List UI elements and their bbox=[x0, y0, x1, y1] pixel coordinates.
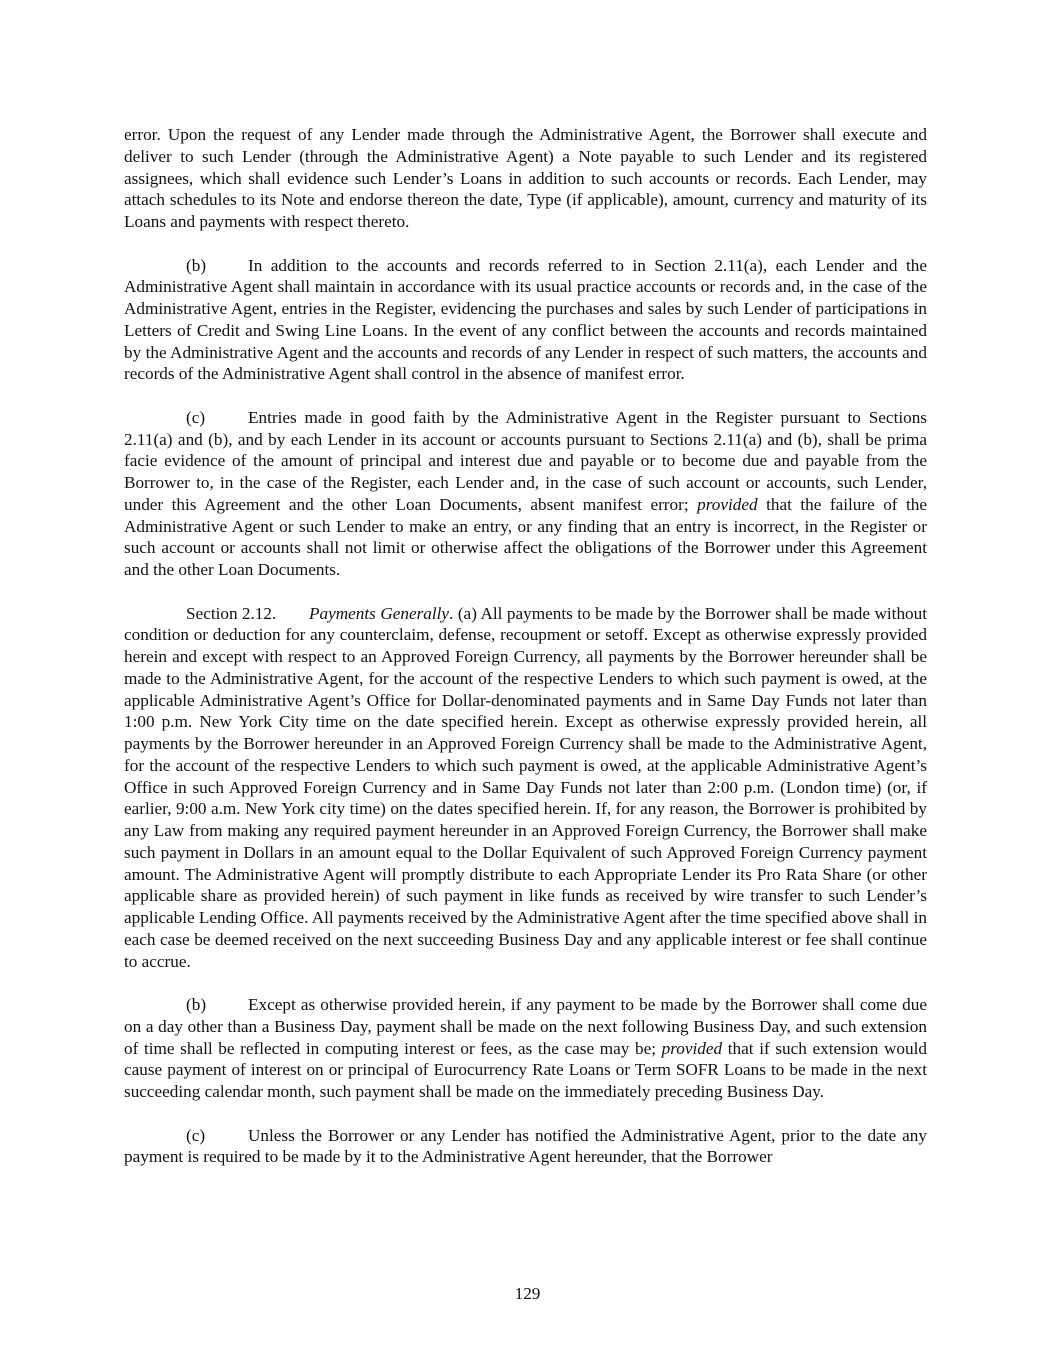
emphasis-provided: provided bbox=[661, 1038, 723, 1058]
paragraph-text: Unless the Borrower or any Lender has notified the Administrative Agent, prior to the date any payment is required to be made by it to the Administrative Agent hereunder, that the Borrower bbox=[124, 1125, 927, 1167]
paragraph-text: that if such extension would cause payment of interest on or principal of Eurocurrency Rate Loans or Term SOFR Loans to be made in the next succeeding calendar month, such payment shall be made on the immediately preceding Business Day. bbox=[124, 1038, 927, 1101]
section-number: Section 2.12. bbox=[186, 603, 277, 623]
clause-label: (c) bbox=[186, 407, 206, 427]
section-title: Payments Generally bbox=[309, 603, 450, 623]
emphasis-provided: provided bbox=[697, 494, 758, 514]
paragraph-text: In addition to the accounts and records referred to in Section 2.11(a), each Lender and the Administrative Agent shall maintain in accordance with its usual practice accounts or records and, in the case of the Administrative Agent, entries in the Register, evidencing the purchases and sales by such Lender of participations in Letters of Credit and Swing Line Loans. In the event of any conflict between the accounts and records maintained by the Administrative Agent and the accounts and records of any Lender in respect of such matters, the accounts and records of the Administrative Agent shall control in the absence of manifest error. bbox=[124, 255, 927, 384]
clause-label: (b) bbox=[186, 995, 207, 1014]
paragraph-continuation: error. Upon the request of any Lender made through the Administrative Agent, the Borrower shall execute and deliver to such Lender (through the Administrative Agent) a Note payable to such Lender and its registered assignees, which shall evidence such Lender’s Loans in addition to such accounts or records. Each Lender, may attach schedules to its Note and endorse thereon the date, Type (if applicable), amount, currency and maturity of its Loans and payments with respect thereto. bbox=[124, 125, 927, 231]
clause-label: (b) bbox=[186, 255, 207, 275]
paragraph-text: Entries made in good faith by the Administrative Agent in the Register pursuant to Sections 2.11(a) and (b), and by each Lender in its account or accounts pursuant to Sections 2.11(a) and (b), shall be prima facie evidence of the amount of principal and interest due and payable or to become due and payable from the Borrower to, in the case of the Register, each Lender and, in the case of such account or accounts, such Lender, under this Agreement and the other Loan Documents, absent manifest error; bbox=[124, 407, 927, 514]
document-page bbox=[124, 124, 927, 1190]
clause-label: (c) bbox=[186, 1125, 206, 1145]
paragraph-text: Except as otherwise provided herein, if any payment to be made by the Borrower shall come due on a day other than a Business Day, payment shall be made on the next following Business Day, and such extension of time shall be reflected in computing interest or fees, as the case may be; bbox=[124, 995, 927, 1058]
paragraph-text: . (a) All payments to be made by the Borrower shall be made without condition or deduction for any counterclaim, defense, recoupment or setoff. Except as otherwise expressly provided herein and except with respect to an Approved Foreign Currency, all payments by the Borrower hereunder shall be made to the Administrative Agent, for the account of the respective Lenders to which such payment is owed, at the applicable Administrative Agent’s Office for Dollar-denominated payments and in Same Day Funds not later than 1:00 p.m. New York City time on the date specified herein. Except as otherwise expressly provided herein, all payments by the Borrower hereunder in an Approved Foreign Currency shall be made to the Administrative Agent, for the account of the respective Lenders to which such payment is owed, at the applicable Administrative Agent’s Office in such Approved Foreign Currency and in Same Day Funds not later than 2:00 p.m. (London time) (or, if earlier, 9:00 a.m. New York city time) on the dates specified herein. If, for any reason, the Borrower is prohibited by any Law from making any required payment hereunder in an Approved Foreign Currency, the Borrower shall make such payment in Dollars in an amount equal to the Dollar Equivalent of such Approved Foreign Currency payment amount. The Administrative Agent will promptly distribute to each Appropriate Lender its Pro Rata Share (or other applicable share as provided herein) of such payment in like funds as received by wire transfer to such Lender’s applicable Lending Office. All payments received by the Administrative Agent after the time specified above shall in each case be deemed received on the next succeeding Business Day and any applicable interest or fee shall continue to accrue. bbox=[124, 603, 928, 971]
paragraph-text: that the failure of the Administrative Agent or such Lender to make an entry, or any finding that an entry is incorrect, in the Register or such account or accounts shall not limit or otherwise affect the obligations of the Borrower under this Agreement and the other Loan Documents. bbox=[124, 494, 928, 579]
paragraph-2-11-b bbox=[124, 255, 927, 386]
paragraph-2-12-c bbox=[124, 1125, 927, 1169]
page-number: 129 bbox=[514, 1284, 541, 1303]
paragraph-2-11-c bbox=[124, 407, 927, 581]
paragraph-2-12-b bbox=[124, 994, 927, 1103]
section-2-12-payments-generally bbox=[124, 603, 927, 973]
